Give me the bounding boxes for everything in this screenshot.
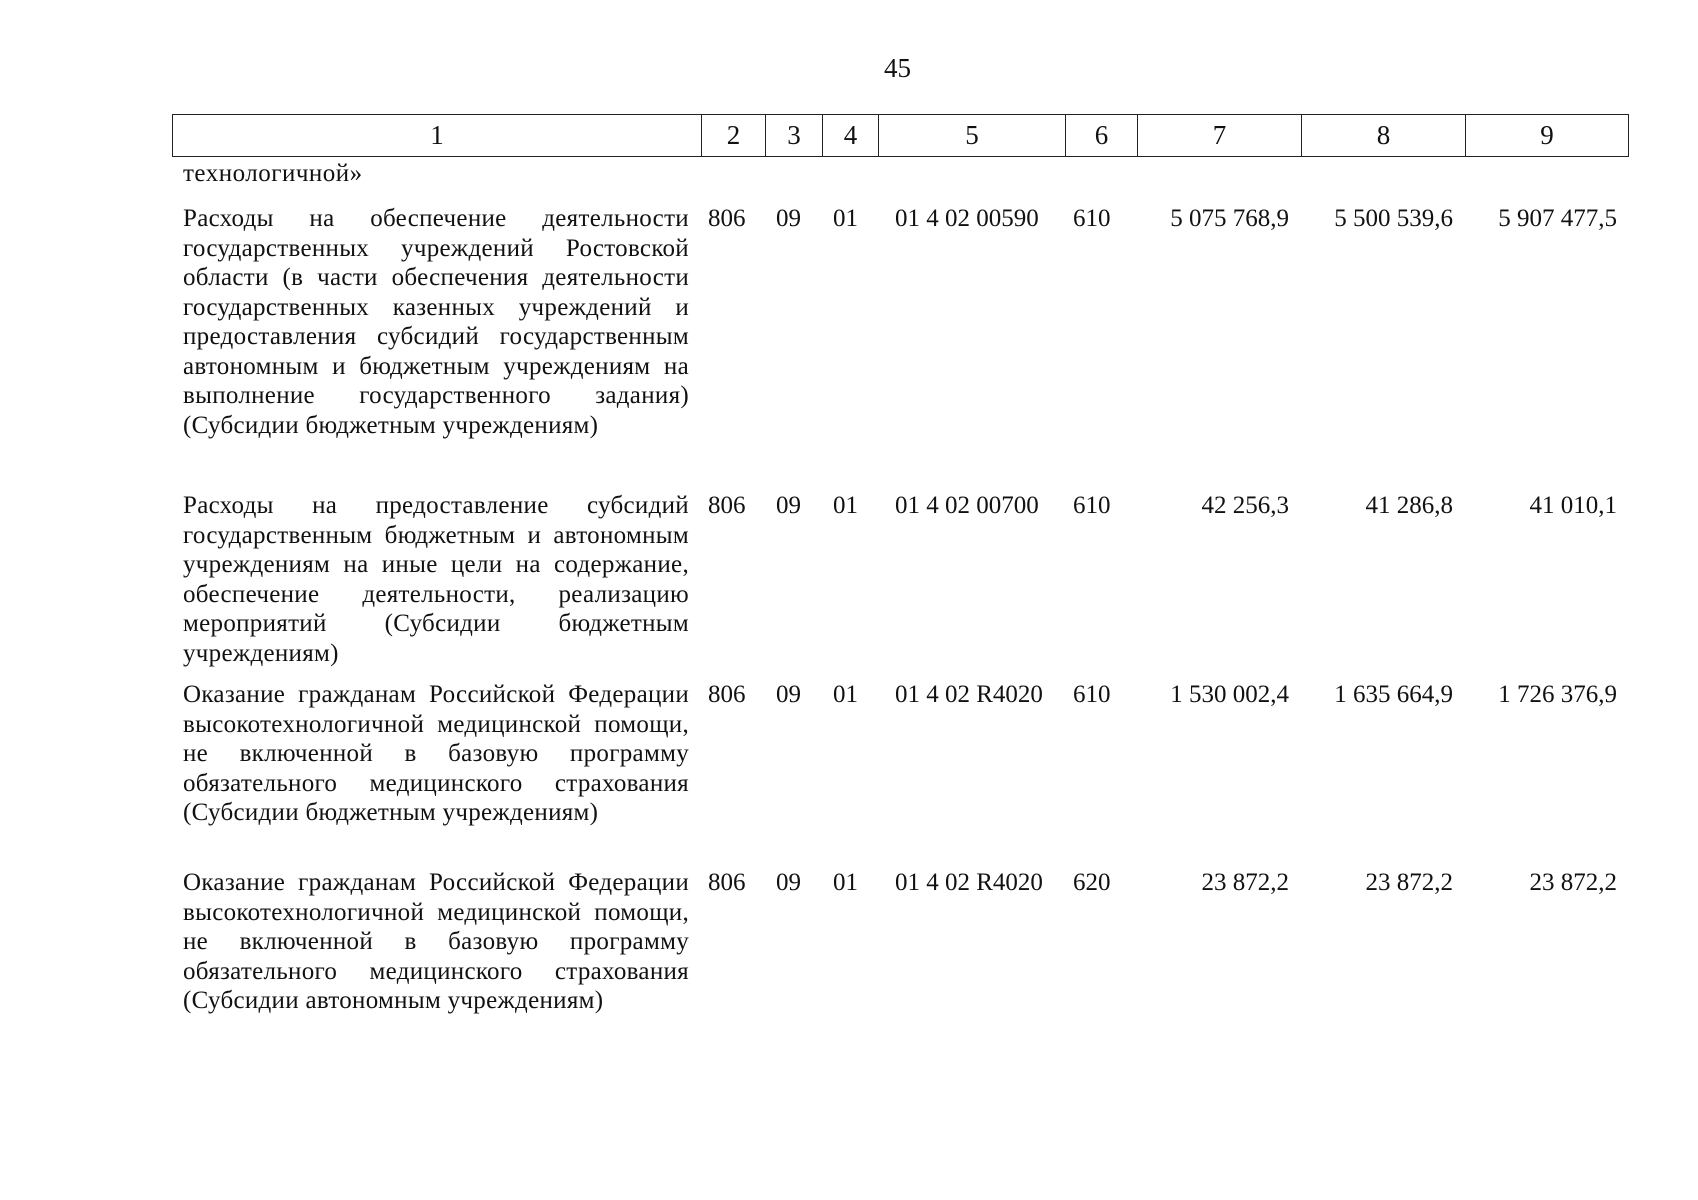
cell-col-4: 01 bbox=[833, 869, 858, 896]
cell-col-5: 01 4 02 R4020 bbox=[895, 681, 1043, 708]
cell-col-7: 5 075 768,9 bbox=[1170, 205, 1289, 232]
cell-col-5: 01 4 02 00700 bbox=[895, 492, 1039, 519]
row-description: Расходы на обеспечение деятельности государственных учреждений Ростовской области (в части обеспечения деятельности государственных казенных учреждений и предоставления субсидий государственным автономным и бюджетным учреждениям на выполнение государственного задания) (Субсидии бюджетным учреждениям) bbox=[183, 205, 689, 439]
header-col-7: 7 bbox=[1138, 115, 1302, 157]
cell-col-9: 1 726 376,9 bbox=[1498, 681, 1617, 708]
cell-col-2: 806 bbox=[708, 205, 746, 232]
cell-col-6: 620 bbox=[1073, 869, 1111, 896]
header-col-5: 5 bbox=[879, 115, 1066, 157]
column-header-table bbox=[172, 114, 1629, 157]
cell-col-6: 610 bbox=[1073, 492, 1111, 519]
cell-col-3: 09 bbox=[776, 869, 801, 896]
header-col-6: 6 bbox=[1066, 115, 1138, 157]
header-col-3: 3 bbox=[766, 115, 823, 157]
cell-col-2: 806 bbox=[708, 681, 746, 708]
cell-col-7: 42 256,3 bbox=[1201, 492, 1289, 519]
cell-col-4: 01 bbox=[833, 681, 858, 708]
cell-col-7: 23 872,2 bbox=[1201, 869, 1289, 896]
cell-col-3: 09 bbox=[776, 205, 801, 232]
cell-col-9: 23 872,2 bbox=[1529, 869, 1617, 896]
cell-col-4: 01 bbox=[833, 492, 858, 519]
header-col-1: 1 bbox=[173, 115, 702, 157]
cell-col-4: 01 bbox=[833, 205, 858, 232]
cell-col-3: 09 bbox=[776, 681, 801, 708]
cell-col-8: 5 500 539,6 bbox=[1334, 205, 1453, 232]
cell-col-5: 01 4 02 00590 bbox=[895, 205, 1039, 232]
cell-col-6: 610 bbox=[1073, 681, 1111, 708]
cell-col-5: 01 4 02 R4020 bbox=[895, 869, 1043, 896]
cell-col-2: 806 bbox=[708, 869, 746, 896]
cell-col-9: 41 010,1 bbox=[1529, 492, 1617, 519]
cell-col-2: 806 bbox=[708, 492, 746, 519]
row-description: Оказание гражданам Российской Федерации высокотехнологичной медицинской помощи, не включенной в базовую программу обязательного медицинского страхования (Субсидии автономным учреждениям) bbox=[183, 869, 689, 1014]
header-col-8: 8 bbox=[1302, 115, 1466, 157]
cell-col-8: 41 286,8 bbox=[1365, 492, 1453, 519]
row-description: Расходы на предоставление субсидий государственным бюджетным и автономным учреждениям на иные цели на содержание, обеспечение деятельности, реализацию мероприятий (Субсидии бюджетным учреждениям) bbox=[183, 492, 689, 667]
cell-col-3: 09 bbox=[776, 492, 801, 519]
page-number: 45 bbox=[884, 53, 911, 83]
header-col-2: 2 bbox=[702, 115, 766, 157]
header-col-4: 4 bbox=[823, 115, 879, 157]
cell-col-7: 1 530 002,4 bbox=[1170, 681, 1289, 708]
cell-col-6: 610 bbox=[1073, 205, 1111, 232]
cell-col-8: 23 872,2 bbox=[1365, 869, 1453, 896]
header-col-9: 9 bbox=[1466, 115, 1629, 157]
header-row bbox=[173, 115, 1629, 157]
cell-col-9: 5 907 477,5 bbox=[1498, 205, 1617, 232]
row-description: Оказание гражданам Российской Федерации высокотехнологичной медицинской помощи, не включенной в базовую программу обязательного медицинского страхования (Субсидии бюджетным учреждениям) bbox=[183, 681, 689, 826]
cell-col-8: 1 635 664,9 bbox=[1334, 681, 1453, 708]
continuation-text: технологичной» bbox=[183, 160, 363, 187]
